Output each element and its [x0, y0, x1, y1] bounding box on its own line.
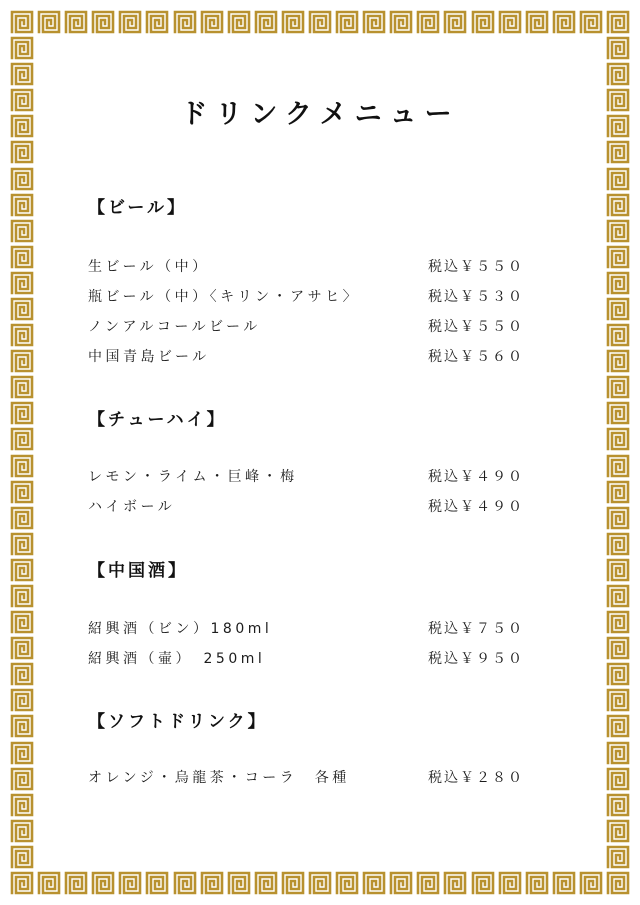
menu-item-name: ノンアルコールビール — [88, 319, 261, 335]
menu-item-price: 税込￥５６０ — [428, 349, 524, 365]
menu-item-price: 税込￥５３０ — [428, 289, 524, 305]
menu-item-price: 税込￥９５０ — [428, 651, 524, 667]
menu-item-price: 税込￥５５０ — [428, 259, 524, 275]
section-title-soft-drinks: 【ソフトドリンク】 — [88, 712, 268, 732]
menu-item-price: 税込￥２８０ — [428, 770, 524, 786]
menu-item-price: 税込￥７５０ — [428, 621, 524, 637]
menu-item-name: ハイボール — [88, 499, 176, 515]
menu-item-name: 中国青島ビール — [88, 349, 210, 365]
menu-item-name: オレンジ・烏龍茶・コーラ 各種 — [88, 770, 350, 786]
menu-item-price: 税込￥５５０ — [428, 319, 524, 335]
menu-item-name: レモン・ライム・巨峰・梅 — [88, 469, 298, 485]
section-title-beer: 【ビール】 — [88, 198, 187, 218]
menu-item-name: 生ビール（中） — [88, 259, 210, 275]
menu-item-name: 紹興酒（壷） 250ml — [88, 651, 266, 667]
menu-item-name: 紹興酒（ビン）180ml — [88, 621, 273, 637]
menu-item-price: 税込￥４９０ — [428, 469, 524, 485]
section-title-chinese-liquor: 【中国酒】 — [88, 561, 188, 581]
menu-item-price: 税込￥４９０ — [428, 499, 524, 515]
section-title-chuhai: 【チューハイ】 — [88, 410, 227, 430]
page-title: ドリンクメニュー — [180, 99, 460, 130]
menu-item-name: 瓶ビール（中）〈キリン・アサヒ〉 — [88, 289, 361, 305]
